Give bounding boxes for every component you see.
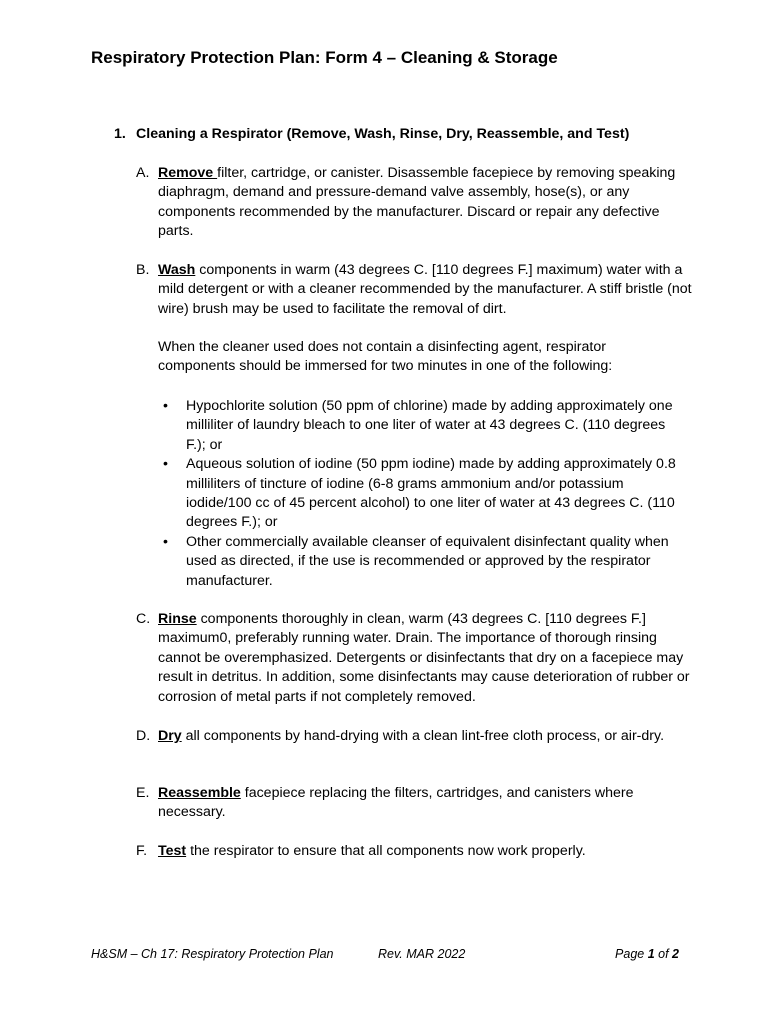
step-dry (136, 727, 696, 746)
disinfect-intro: When the cleaner used does not contain a disinfecting agent, respirator components should be immersed for two minutes in one of the following: (158, 339, 613, 375)
step-letter: B. (136, 262, 150, 278)
step-text: components in warm (43 degrees C. [110 degrees F.] maximum) water with a mild detergent or with a cleaner recommended by the manufacturer. A stiff bristle (not wire) brush may be used to facilitate the removal of dirt. (158, 262, 692, 317)
section-title: Cleaning a Respirator (Remove, Wash, Rinse, Dry, Reassemble, and Test) (136, 126, 630, 142)
step-text: facepiece replacing the filters, cartridges, and canisters where necessary. (158, 785, 634, 821)
step-text: the respirator to ensure that all components now work properly. (186, 843, 586, 859)
step-keyword: Remove (158, 165, 218, 181)
list-item-text: Hypochlorite solution (50 ppm of chlorine) made by adding approximately one milliliter of laundry bleach to one liter of water at 43 degrees C. (110 degrees F.); or (186, 398, 673, 453)
step-test (136, 842, 696, 861)
step-reassemble (136, 784, 696, 823)
section-number: 1. (114, 126, 126, 142)
step-text: components thoroughly in clean, warm (43 degrees C. [110 degrees F.] maximum0, preferably running water. Drain. The importance of thorough rinsing cannot be overemphasized. Detergents or disinfectants that dry on a facepiece may result in detritus. In addition, some disinfectants may cause deterioration of rubber or corrosion of metal parts if not completely removed. (158, 611, 690, 705)
step-remove (136, 164, 696, 242)
section-heading (114, 125, 629, 144)
step-body (158, 842, 696, 861)
step-wash (136, 261, 696, 319)
page-total: 2 (672, 947, 679, 961)
step-keyword: Rinse (158, 611, 197, 627)
step-body (158, 727, 696, 746)
page-prefix: Page (615, 947, 648, 961)
bullet-icon: • (163, 533, 168, 550)
step-body (158, 784, 696, 823)
step-keyword: Reassemble (158, 785, 241, 801)
step-keyword: Wash (158, 262, 196, 278)
page-title: Respiratory Protection Plan: Form 4 – Cleaning & Storage (91, 48, 558, 67)
bullet-icon: • (163, 456, 168, 473)
step-letter: E. (136, 785, 150, 801)
step-keyword: Dry (158, 728, 182, 744)
disinfectant-list (158, 397, 688, 591)
step-body (158, 164, 696, 242)
step-keyword: Test (158, 843, 187, 859)
step-body (158, 261, 696, 319)
bullet-icon: • (163, 398, 168, 414)
footer-doc-name: H&SM – Ch 17: Respiratory Protection Plan (91, 947, 334, 961)
footer-page-number (615, 945, 679, 964)
list-item-text: Other commercially available cleanser of equivalent disinfectant quality when used as directed, if the use is recommended or approved by the respirator manufacturer. (186, 533, 669, 589)
step-text: filter, cartridge, or canister. Disassemble facepiece by removing speaking diaphragm, demand and pressure-demand valve assembly, hose(s), or any components recommended by the manufacturer. Discard or repair any defective parts. (158, 165, 676, 240)
step-rinse (136, 610, 696, 707)
list-item (158, 455, 688, 533)
list-item (158, 533, 688, 591)
list-item-text: Aqueous solution of iodine (50 ppm iodine) made by adding approximately 0.8 milliliters of tincture of iodine (6-8 grams ammonium and/or potassium iodide/100 cc of 45 percent alcohol) to one liter of water at 43 degrees C. (110 degrees F.); or (186, 456, 676, 531)
step-letter: F. (136, 843, 148, 859)
step-letter: C. (136, 611, 151, 627)
list-item (158, 397, 688, 455)
step-body (158, 610, 696, 707)
page-current: 1 (647, 947, 655, 961)
step-letter: A. (136, 165, 150, 181)
step-letter: D. (136, 728, 151, 744)
step-text: all components by hand-drying with a clean lint-free cloth process, or air-dry. (181, 728, 665, 744)
footer-revision: Rev. MAR 2022 (378, 947, 466, 961)
page-of: of (654, 947, 673, 961)
